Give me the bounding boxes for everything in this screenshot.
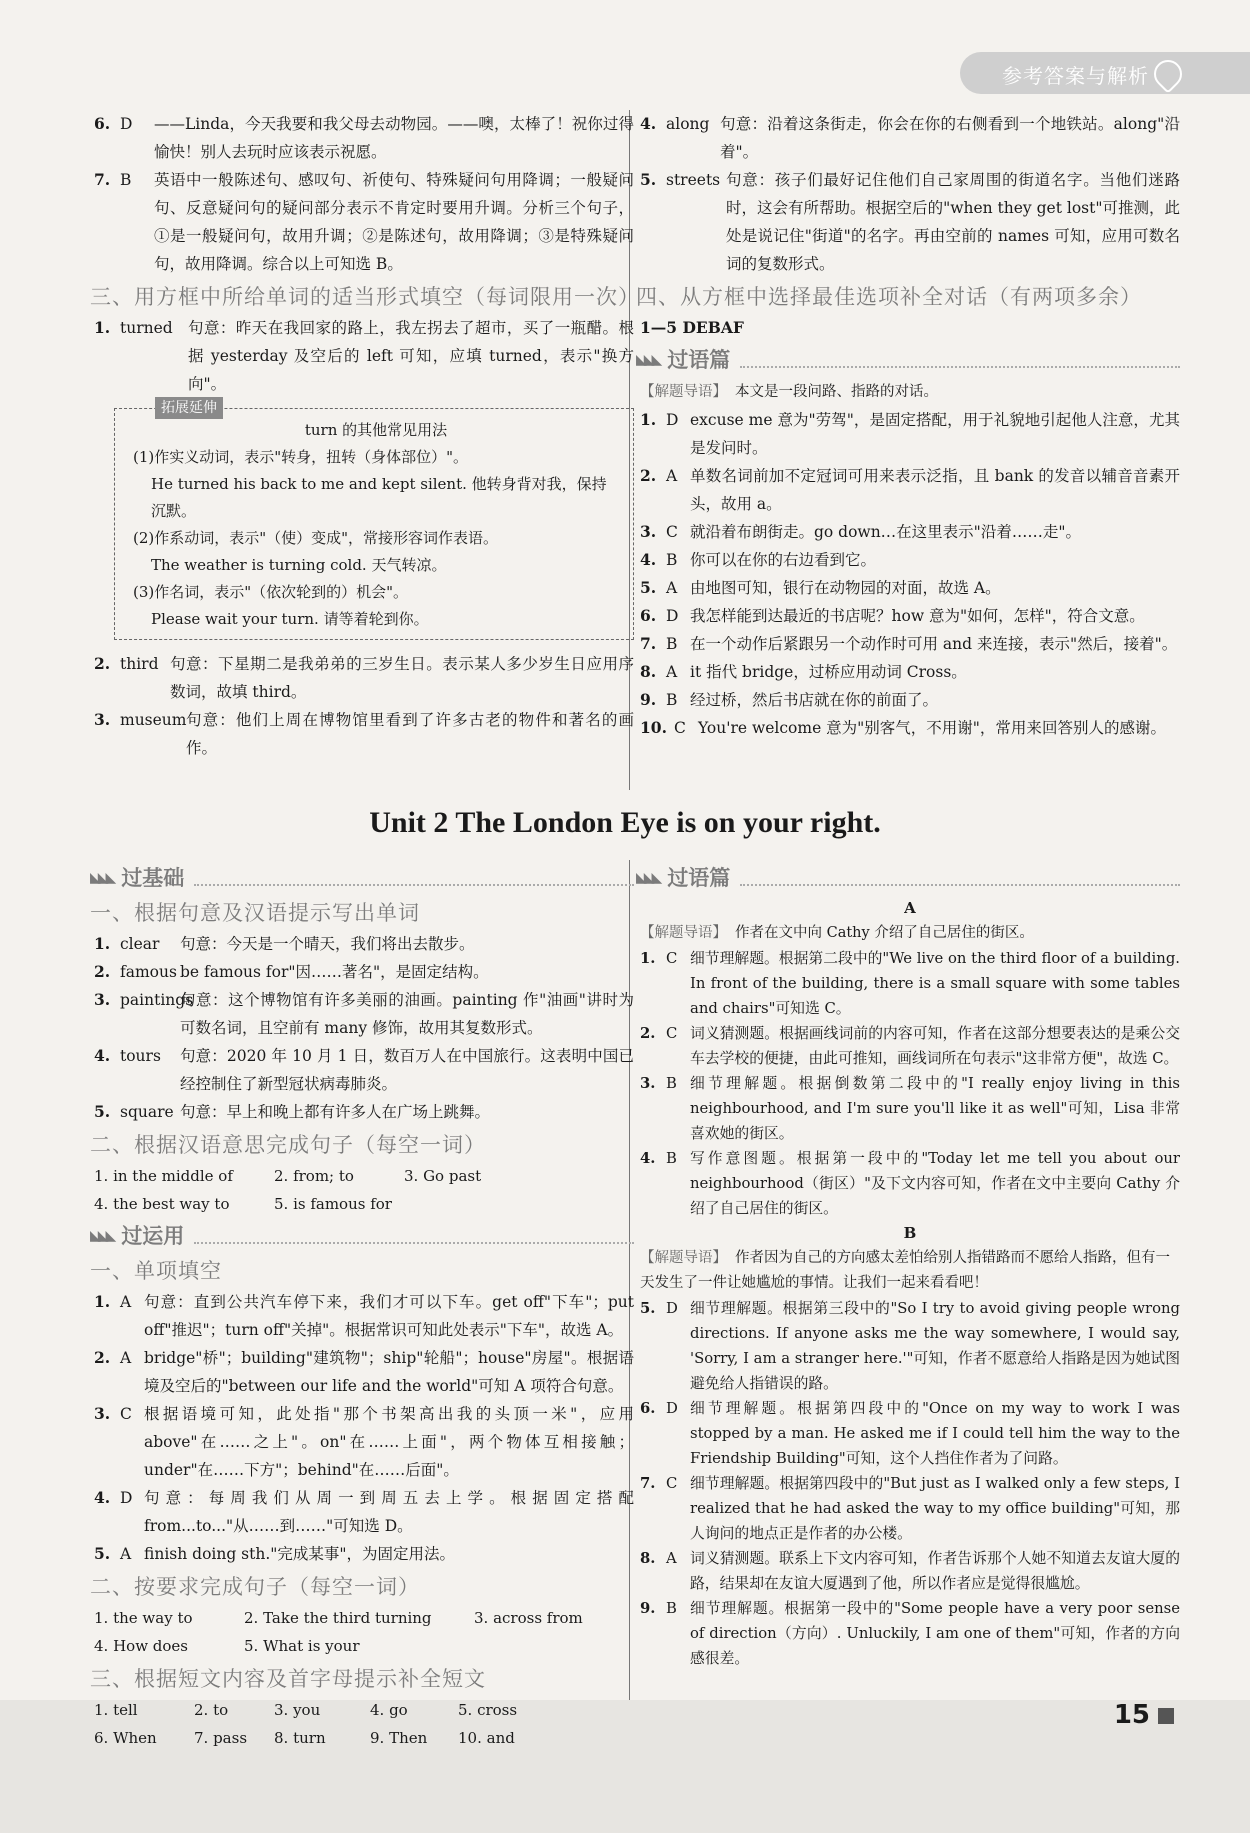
item-explanation: 句意：直到公共汽车停下来，我们才可以下车。get off"下车"；put off"推迟"；turn off"关掉"。根据常识可知此处表示"下车"，故选 A。 <box>144 1293 634 1339</box>
item-answer: C <box>666 523 678 541</box>
answer-row <box>94 1632 634 1660</box>
item-explanation: 你可以在你的右边看到它。 <box>690 551 877 569</box>
row-answer: 5. cross <box>458 1701 518 1719</box>
row-answer: 2. to <box>194 1701 229 1719</box>
guide-text: 作者在文中向 Cathy 介绍了自己居住的街区。 <box>735 925 1034 941</box>
item-answer: third <box>120 655 159 673</box>
row-answer: 4. go <box>370 1701 408 1719</box>
solution-guide <box>640 378 1180 406</box>
column-top-left <box>90 110 640 762</box>
answer-item <box>94 650 634 706</box>
item-answer: A <box>666 663 678 681</box>
item-number: 1. <box>94 1292 111 1311</box>
item-explanation: 细节理解题。根据第二段中的"We live on the third floor of a building. In front of the building, there is a small square with some tables and chairs"可知选 C。 <box>690 950 1180 1017</box>
extension-tag: 拓展延伸 <box>155 397 223 419</box>
answer-item <box>640 110 1180 166</box>
item-number: 2. <box>640 466 657 485</box>
answer-item <box>94 1484 634 1540</box>
item-answer: B <box>666 635 678 653</box>
item-explanation: 细节理解题。根据第四段中的"Once on my way to work I was stopped by a man. He asked me if I could tell him the way to the Friendship Building"可知，这个人挡住作者为了问路。 <box>690 1400 1180 1467</box>
extension-line: (1)作实义动词，表示"转身，扭转（身体部位）"。 <box>133 448 469 466</box>
item-explanation: You're welcome 意为"别客气，不用谢"，常用来回答别人的感谢。 <box>698 719 1166 737</box>
column-top-right <box>636 110 1180 742</box>
item-answer: museum <box>120 711 187 729</box>
extension-line: (2)作系动词，表示"（使）变成"，常接形容词作表语。 <box>133 529 499 547</box>
item-explanation: finish doing sth."完成某事"，为固定用法。 <box>144 1545 456 1563</box>
item-explanation: be famous for"因……著名"，是固定结构。 <box>180 963 489 981</box>
item-number: 9. <box>640 690 657 709</box>
item-explanation: 经过桥，然后书店就在你的前面了。 <box>690 691 939 709</box>
answer-list <box>640 946 1180 1221</box>
item-number: 9. <box>640 1600 656 1617</box>
answer-item <box>94 1042 634 1098</box>
item-answer: famous <box>120 963 177 981</box>
extension-line: (3)作名词，表示"（依次轮到的）机会"。 <box>133 583 409 601</box>
answer-list <box>94 930 634 1126</box>
answer-item <box>94 706 634 762</box>
item-number: 3. <box>94 710 111 729</box>
item-number: 6. <box>640 606 657 625</box>
item-number: 4. <box>94 1046 111 1065</box>
item-explanation: 英语中一般陈述句、感叹句、祈使句、特殊疑问句用降调；一般疑问句、反意疑问句的疑问部分表示不肯定时要用升调。分析三个句子，①是一般疑问句，故用升调；②是陈述句，故用降调；③是特殊疑问句，故用降调。综合以上可知选 B。 <box>154 171 634 273</box>
item-number: 5. <box>640 578 657 597</box>
answer-item <box>640 1146 1180 1221</box>
item-answer: along <box>666 115 710 133</box>
item-answer: B <box>666 1150 677 1167</box>
page-number: 15 <box>1113 1700 1150 1730</box>
answer-item <box>640 1396 1180 1471</box>
wave-mark-icon: ◣◣◣ <box>90 1228 114 1244</box>
item-explanation: 句意：今天是一个晴天，我们将出去散步。 <box>180 935 475 953</box>
item-explanation: 我怎样能到达最近的书店呢？how 意为"如何，怎样"，符合文意。 <box>690 607 1145 625</box>
item-answer: A <box>120 1293 132 1311</box>
passage-letter: A <box>904 899 916 917</box>
item-explanation: 句意：孩子们最好记住他们自己家周围的街道名字。当他们迷路时，这会有所帮助。根据空后的"when they get lost"可推测，此处是说记住"街道"的名字。再由空前的 names 可知，应用可数名词的复数形式。 <box>726 171 1180 273</box>
extension-title: turn 的其他常见用法 <box>304 421 448 439</box>
answer-item <box>640 714 1180 742</box>
row-answer: 1. tell <box>94 1701 138 1719</box>
item-answer: paintings <box>120 991 194 1009</box>
section-heading: 三、根据短文内容及首字母提示补全短文 <box>90 1667 486 1691</box>
item-number: 5. <box>94 1102 111 1121</box>
answer-item <box>94 1540 634 1568</box>
item-answer: A <box>666 579 678 597</box>
answer-item <box>94 930 634 958</box>
row-answer: 1. the way to <box>94 1609 193 1627</box>
answer-item <box>640 546 1180 574</box>
answer-key: 1—5 DEBAF <box>640 318 744 337</box>
item-answer: B <box>666 1075 677 1092</box>
section-heading: 四、从方框中选择最佳选项补全对话（有两项多余） <box>636 285 1142 309</box>
answer-item <box>640 630 1180 658</box>
row-answer: 5. is famous for <box>274 1195 392 1213</box>
answer-item <box>640 1021 1180 1071</box>
row-answer: 10. and <box>458 1729 515 1747</box>
item-answer: D <box>666 411 679 429</box>
row-answer: 4. the best way to <box>94 1195 230 1213</box>
wave-mark-icon: ◣◣◣ <box>90 870 114 886</box>
item-explanation: 根据语境可知，此处指"那个书架高出我的头顶一米"，应用 above"在……之上"。on"在……上面"，两个物体互相接触；under"在……下方"；behind"在……后面"。 <box>144 1405 634 1479</box>
item-explanation: it 指代 bridge，过桥应用动词 Cross。 <box>690 663 967 681</box>
guide-text: 作者因为自己的方向感太差怕给别人指错路而不愿给人指路，但有一天发生了一件让她尴尬的事情。让我们一起来看看吧！ <box>640 1250 1170 1291</box>
item-number: 3. <box>640 1075 656 1092</box>
row-answer: 8. turn <box>274 1729 326 1747</box>
answer-item <box>94 1400 634 1484</box>
section-heading: 二、根据汉语意思完成句子（每空一词） <box>90 1133 486 1157</box>
dotted-rule <box>740 870 1180 886</box>
guide-tag: 【解题导语】 <box>640 925 727 941</box>
answer-list <box>94 1288 634 1568</box>
item-number: 4. <box>94 1488 111 1507</box>
item-number: 6. <box>640 1400 656 1417</box>
answer-item <box>640 1471 1180 1546</box>
item-number: 3. <box>94 990 111 1009</box>
item-explanation: 细节理解题。根据倒数第二段中的"I really enjoy living in this neighbourhood, and I'm sure you'll like it as well"可知，Lisa 非常喜欢她的街区。 <box>690 1075 1180 1142</box>
answer-row <box>94 1604 634 1632</box>
item-answer: A <box>120 1349 132 1367</box>
answer-item <box>640 1546 1180 1596</box>
item-explanation: 细节理解题。根据第一段中的"Some people have a very poor sense of direction（方向）. Unluckily, I am one of them"可知，作者的方向感很差。 <box>690 1600 1180 1667</box>
answer-item <box>640 166 1180 278</box>
item-number: 5. <box>94 1544 111 1563</box>
row-answer: 2. from; to <box>274 1167 354 1185</box>
answer-item <box>640 1296 1180 1396</box>
item-answer: C <box>666 950 678 967</box>
item-explanation: 细节理解题。根据第三段中的"So I try to avoid giving people wrong directions. If anyone asks me the way somewhere, I would say, 'Sorry, I am a stranger here.'"可知，作者不愿意给人指路是因为她试图避免给人指错误的路。 <box>690 1300 1180 1392</box>
answer-item <box>640 518 1180 546</box>
item-explanation: excuse me 意为"劳驾"，是固定搭配，用于礼貌地引起他人注意，尤其是发问时。 <box>690 411 1180 457</box>
extension-box <box>114 400 634 640</box>
passage-letter: B <box>903 1224 917 1242</box>
item-number: 2. <box>640 1025 656 1042</box>
item-answer: D <box>120 1489 133 1507</box>
row-answer: 4. How does <box>94 1637 189 1655</box>
item-explanation: 句意：下星期二是我弟弟的三岁生日。表示某人多少岁生日应用序数词，故填 third。 <box>170 655 634 701</box>
page-marker-square <box>1158 1708 1174 1724</box>
item-answer: clear <box>120 935 160 953</box>
answer-row <box>94 1696 634 1724</box>
item-answer: square <box>120 1103 174 1121</box>
item-answer: B <box>666 691 678 709</box>
item-number: 1. <box>640 410 657 429</box>
item-answer: C <box>674 719 686 737</box>
item-answer: B <box>120 171 132 189</box>
rocket-icon <box>1148 54 1188 94</box>
answer-item <box>94 1344 634 1400</box>
item-answer: tours <box>120 1047 161 1065</box>
extension-line: The weather is turning cold. 天气转凉。 <box>151 556 447 574</box>
item-answer: streets <box>666 171 721 189</box>
answer-list <box>640 1296 1180 1671</box>
column-bottom-left <box>90 860 634 1752</box>
answer-row <box>94 1190 634 1218</box>
item-number: 1. <box>640 950 656 967</box>
item-number: 4. <box>640 550 657 569</box>
item-explanation: 句意：沿着这条街走，你会在你的右侧看到一个地铁站。along"沿着"。 <box>720 115 1180 161</box>
item-number: 2. <box>94 654 111 673</box>
wave-mark-icon: ◣◣◣ <box>636 352 660 368</box>
item-explanation: 写作意图题。根据第一段中的"Today let me tell you about our neighbourhood（街区）"及下文内容可知，作者在文中主要向 Cathy 介绍了自己居住的街区。 <box>690 1150 1180 1217</box>
item-number: 6. <box>94 114 111 133</box>
item-number: 7. <box>640 634 657 653</box>
item-number: 5. <box>640 170 657 189</box>
subsection-title: 过基础 <box>121 866 185 890</box>
item-explanation: 句意：他们上周在博物馆里看到了许多古老的物件和著名的画作。 <box>186 711 634 757</box>
item-number: 4. <box>640 1150 656 1167</box>
item-number: 7. <box>640 1475 656 1492</box>
row-answer: 1. in the middle of <box>94 1167 233 1185</box>
item-number: 5. <box>640 1300 656 1317</box>
answer-item <box>640 658 1180 686</box>
item-explanation: 句意：每周我们从周一到周五去上学。根据固定搭配 from...to..."从……到……"可知选 D。 <box>144 1489 634 1535</box>
dotted-rule <box>740 352 1180 368</box>
item-explanation: ——Linda，今天我要和我父母去动物园。——噢，太棒了！祝你过得愉快！别人去玩时应该表示祝愿。 <box>154 115 634 161</box>
item-number: 2. <box>94 1348 111 1367</box>
subsection-title: 过语篇 <box>667 348 731 372</box>
answer-item <box>640 686 1180 714</box>
guide-tag: 【解题导语】 <box>640 1250 727 1266</box>
section-heading: 三、用方框中所给单词的适当形式填空（每词限用一次） <box>90 285 640 309</box>
item-answer: C <box>666 1025 678 1042</box>
guide-tag: 【解题导语】 <box>640 384 727 400</box>
item-number: 1. <box>94 318 111 337</box>
item-number: 10. <box>640 718 667 737</box>
item-number: 2. <box>94 962 111 981</box>
wave-mark-icon: ◣◣◣ <box>636 869 660 886</box>
item-explanation: 词义猜测题。根据画线词前的内容可知，作者在这部分想要表达的是乘公交车去学校的便捷，由此可推知，画线词所在句表示"这非常方便"，故选 C。 <box>690 1025 1180 1067</box>
extension-line: Please wait your turn. 请等着轮到你。 <box>151 610 429 628</box>
item-answer: B <box>666 1600 677 1617</box>
answer-item <box>94 1288 634 1344</box>
item-answer: A <box>666 467 678 485</box>
item-explanation: 句意：昨天在我回家的路上，我左拐去了超市，买了一瓶醋。根据 yesterday 及空后的 left 可知，应填 turned，表示"换方向"。 <box>188 319 634 393</box>
item-explanation: 句意：这个博物馆有许多美丽的油画。painting 作"油画"讲时为可数名词，且空前有 many 修饰，故用其复数形式。 <box>180 991 634 1037</box>
item-answer: A <box>120 1545 132 1563</box>
answer-item <box>94 110 634 166</box>
row-answer: 2. Take the third turning <box>244 1609 432 1627</box>
subsection-heading <box>90 1220 634 1252</box>
subsection-heading <box>636 862 1180 894</box>
item-answer: D <box>666 1300 678 1317</box>
header-title: 参考答案与解析 <box>1002 64 1149 88</box>
item-answer: D <box>666 1400 678 1417</box>
subsection-heading <box>636 344 1180 376</box>
item-number: 3. <box>640 522 657 541</box>
solution-guide <box>640 921 1180 946</box>
section-heading: 一、根据句意及汉语提示写出单词 <box>90 901 420 925</box>
answer-item <box>640 946 1180 1021</box>
item-explanation: 就沿着布朗街走。go down…在这里表示"沿着……走"。 <box>690 523 1081 541</box>
item-explanation: 单数名词前加不定冠词可用来表示泛指，且 bank 的发音以辅音音素开头，故用 a。 <box>690 467 1180 513</box>
dotted-rule <box>194 1228 634 1244</box>
answer-item <box>94 958 634 986</box>
dotted-rule <box>194 870 634 886</box>
answer-row <box>94 1724 634 1752</box>
subsection-title: 过语篇 <box>667 865 731 890</box>
row-answer: 7. pass <box>194 1729 248 1747</box>
row-answer: 5. What is your <box>244 1637 360 1655</box>
section-heading: 二、按要求完成句子（每空一词） <box>90 1575 420 1599</box>
item-explanation: 词义猜测题。联系上下文内容可知，作者告诉那个人她不知道去友谊大厦的路，结果却在友谊大厦遇到了他，所以作者应是觉得很尴尬。 <box>690 1550 1180 1592</box>
item-answer: D <box>666 607 679 625</box>
item-number: 8. <box>640 1550 656 1567</box>
item-explanation: 句意：2020 年 10 月 1 日，数百万人在中国旅行。这表明中国已经控制住了新型冠状病毒肺炎。 <box>180 1047 634 1093</box>
item-answer: C <box>120 1405 132 1423</box>
answer-item <box>640 1596 1180 1671</box>
subsection-heading <box>90 862 634 894</box>
answer-item <box>640 462 1180 518</box>
solution-guide <box>640 1246 1180 1296</box>
answer-item <box>94 166 634 278</box>
column-bottom-right <box>636 860 1180 1671</box>
row-answer: 3. across from <box>474 1609 583 1627</box>
answer-item <box>94 314 634 398</box>
section-heading: 一、单项填空 <box>90 1259 222 1283</box>
item-explanation: 细节理解题。根据第四段中的"But just as I walked only a few steps, I realized that he had asked the way to my office building"可知，那人询问的地点正是作者的办公楼。 <box>690 1475 1180 1542</box>
answer-row <box>94 1162 634 1190</box>
item-answer: C <box>666 1475 678 1492</box>
guide-text: 本文是一段问路、指路的对话。 <box>735 384 938 400</box>
answer-item <box>640 406 1180 462</box>
item-number: 8. <box>640 662 657 681</box>
item-explanation: 由地图可知，银行在动物园的对面，故选 A。 <box>690 579 1001 597</box>
item-explanation: bridge"桥"；building"建筑物"；ship"轮船"；house"房屋"。根据语境及空后的"between our life and the world"可知 A 项符合句意。 <box>144 1349 634 1395</box>
item-explanation: 在一个动作后紧跟另一个动作时可用 and 来连接，表示"然后，接着"。 <box>690 635 1178 653</box>
answer-item <box>94 1098 634 1126</box>
unit-title: Unit 2 The London Eye is on your right. <box>369 806 881 839</box>
item-number: 1. <box>94 934 111 953</box>
item-answer: B <box>666 551 678 569</box>
row-answer: 6. When <box>94 1729 157 1747</box>
row-answer: 9. Then <box>370 1729 428 1747</box>
answer-list <box>640 406 1180 742</box>
item-answer: turned <box>120 319 173 337</box>
item-number: 4. <box>640 114 657 133</box>
item-explanation: 句意：早上和晚上都有许多人在广场上跳舞。 <box>180 1103 491 1121</box>
item-answer: D <box>120 115 133 133</box>
row-answer: 3. you <box>274 1701 321 1719</box>
item-number: 7. <box>94 170 111 189</box>
subsection-title: 过运用 <box>121 1224 185 1248</box>
header-banner <box>960 52 1250 94</box>
row-answer: 3. Go past <box>404 1167 482 1185</box>
item-answer: A <box>666 1550 677 1567</box>
item-number: 3. <box>94 1404 111 1423</box>
answer-item <box>94 986 634 1042</box>
extension-line: He turned his back to me and kept silent. 他转身背对我，保持沉默。 <box>151 475 607 520</box>
answer-item <box>640 602 1180 630</box>
answer-item <box>640 1071 1180 1146</box>
answer-item <box>640 574 1180 602</box>
